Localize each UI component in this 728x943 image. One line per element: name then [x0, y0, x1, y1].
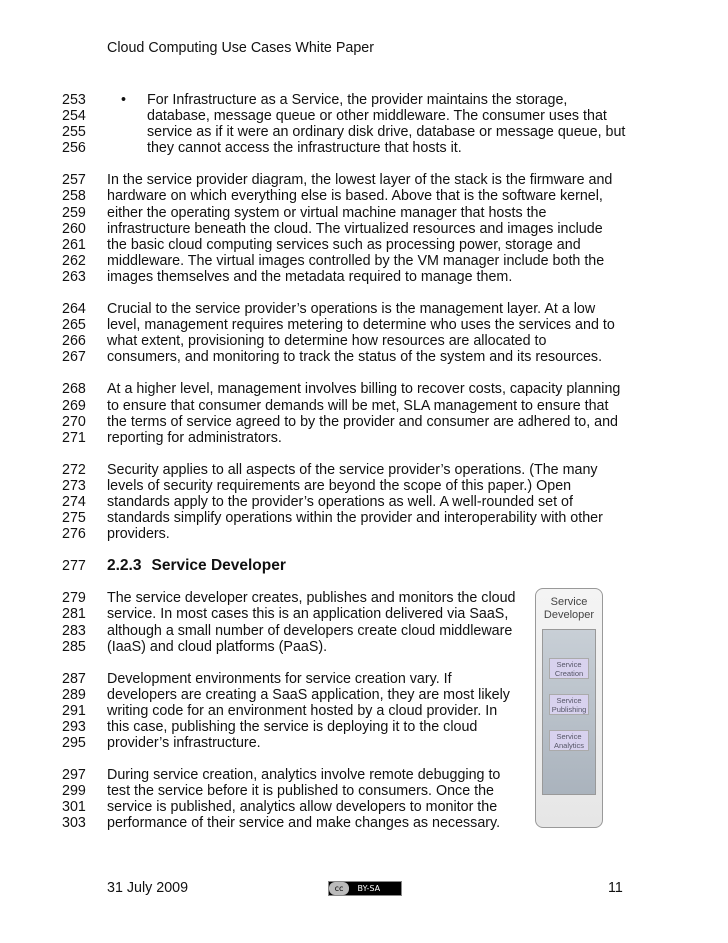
line-number: 255	[62, 124, 86, 141]
text-line	[62, 253, 662, 269]
line-text: what extent, provisioning to determine how resources are allocated to	[107, 333, 547, 350]
line-text: providers.	[107, 526, 170, 543]
line-number: 272	[62, 461, 86, 478]
line-number: 287	[62, 670, 86, 687]
text-line	[62, 269, 662, 285]
line-number: 256	[62, 140, 86, 157]
line-text: service as if it were an ordinary disk drive, database or message queue, but	[147, 124, 626, 141]
line-text: (IaaS) and cloud platforms (PaaS).	[107, 638, 328, 655]
line-number: 295	[62, 735, 86, 752]
line-number: 254	[62, 108, 86, 125]
line-text: to ensure that consumer demands will be met, SLA management to ensure that	[107, 397, 609, 414]
line-number: 268	[62, 381, 86, 398]
line-text: In the service provider diagram, the lowest layer of the stack is the firmware and	[107, 172, 613, 189]
line-text: the basic cloud computing services such as processing power, storage and	[107, 236, 581, 253]
line-text: Security applies to all aspects of the service provider’s operations. (The many	[107, 461, 598, 478]
line-text: service is published, analytics allow developers to monitor the	[107, 799, 498, 816]
text-line	[62, 188, 662, 204]
text-line	[62, 462, 662, 478]
line-number: 276	[62, 526, 86, 543]
paragraph	[62, 172, 662, 285]
line-number: 297	[62, 767, 86, 784]
text-line	[62, 301, 662, 317]
text-line	[62, 349, 662, 365]
line-number: 291	[62, 702, 86, 719]
text-line	[62, 221, 662, 237]
line-text: writing code for an environment hosted by a cloud provider. In	[107, 702, 498, 719]
diagram-stack	[542, 629, 596, 795]
section-number: 2.2.3	[107, 557, 142, 575]
bullet-item	[62, 92, 662, 156]
line-text: service. In most cases this is an application delivered via SaaS,	[107, 606, 509, 623]
line-number: 262	[62, 252, 86, 269]
diagram-box-publishing: Service Publishing	[549, 694, 589, 715]
line-number: 303	[62, 815, 86, 832]
cc-license-badge	[328, 881, 402, 896]
cc-logo-icon: cc	[329, 882, 349, 895]
section-heading	[62, 558, 662, 574]
text-line	[62, 398, 662, 414]
text-line	[62, 237, 662, 253]
line-text: images themselves and the metadata required to manage them.	[107, 268, 513, 285]
text-line	[62, 124, 662, 140]
paragraph	[62, 462, 662, 542]
text-line	[62, 92, 662, 108]
line-text: database, message queue or other middleware. The consumer uses that	[147, 108, 607, 125]
line-text	[107, 558, 662, 574]
section-title: Service Developer	[151, 557, 286, 575]
line-number: 260	[62, 220, 86, 237]
line-number: 253	[62, 92, 86, 108]
line-number: 283	[62, 622, 86, 639]
license-text: BY-SA	[357, 884, 381, 893]
paragraph	[62, 301, 662, 365]
line-text: standards apply to the provider’s operations as well. A well-rounded set of	[107, 493, 573, 510]
line-text: test the service before it is published to consumers. Once the	[107, 783, 495, 800]
text-line	[62, 317, 662, 333]
text-line	[62, 558, 662, 574]
line-text: Crucial to the service provider’s operations is the management layer. At a low	[107, 301, 596, 318]
service-developer-diagram	[535, 588, 603, 828]
line-text: provider’s infrastructure.	[107, 735, 261, 752]
line-text: levels of security requirements are beyond the scope of this paper.) Open	[107, 477, 572, 494]
diagram-box-creation: Service Creation	[549, 658, 589, 679]
line-text: hardware on which everything else is based. Above that is the software kernel,	[107, 188, 603, 205]
line-text: either the operating system or virtual machine manager that hosts the	[107, 204, 547, 221]
line-number: 270	[62, 413, 86, 430]
line-number: 277	[62, 558, 86, 575]
diagram-box-analytics: Service Analytics	[549, 730, 589, 751]
line-text: although a small number of developers create cloud middleware	[107, 622, 513, 639]
line-number: 258	[62, 188, 86, 205]
text-line	[62, 108, 662, 124]
line-number: 273	[62, 477, 86, 494]
line-number: 301	[62, 799, 86, 816]
paragraph	[62, 381, 662, 445]
line-text: level, management requires metering to determine who uses the services and to	[107, 317, 615, 334]
line-text: this case, publishing the service is deploying it to the cloud	[107, 719, 478, 735]
text-line	[62, 526, 662, 542]
line-text: reporting for administrators.	[107, 429, 282, 446]
line-number: 271	[62, 429, 86, 446]
line-number: 264	[62, 301, 86, 318]
text-line	[62, 381, 662, 397]
line-number: 269	[62, 397, 86, 414]
page-number: 11	[608, 880, 623, 896]
line-text: developers are creating a SaaS application, they are most likely	[107, 686, 510, 703]
line-number: 266	[62, 333, 86, 350]
line-text: the terms of service agreed to by the provider and consumer are adhered to, and	[107, 413, 619, 430]
text-line	[62, 333, 662, 349]
line-text: consumers, and monitoring to track the status of the system and its resources.	[107, 349, 603, 366]
text-line	[62, 140, 662, 156]
line-number: 299	[62, 783, 86, 800]
line-number: 265	[62, 317, 86, 334]
line-text: • For Infrastructure as a Service, the provider maintains the storage,	[107, 92, 662, 108]
line-number: 281	[62, 606, 86, 623]
line-text: middleware. The virtual images controlled by the VM manager include both the	[107, 252, 605, 269]
line-number: 275	[62, 510, 86, 527]
line-number: 289	[62, 686, 86, 703]
line-number: 285	[62, 638, 86, 655]
text-line	[62, 430, 662, 446]
line-number: 263	[62, 268, 86, 285]
line-text: Development environments for service creation vary. If	[107, 670, 452, 687]
line-text: During service creation, analytics involve remote debugging to	[107, 767, 501, 784]
line-text: infrastructure beneath the cloud. The virtualized resources and images include	[107, 220, 603, 237]
text-line	[62, 414, 662, 430]
text-line	[62, 510, 662, 526]
text-line	[62, 205, 662, 221]
line-number: 267	[62, 349, 86, 366]
text-line	[62, 172, 662, 188]
line-text: The service developer creates, publishes and monitors the cloud	[107, 590, 516, 607]
line-number: 293	[62, 719, 86, 735]
text-line	[62, 494, 662, 510]
line-number: 261	[62, 236, 86, 253]
running-header: Cloud Computing Use Cases White Paper	[107, 40, 374, 56]
line-text: performance of their service and make changes as necessary.	[107, 815, 501, 832]
line-number: 259	[62, 204, 86, 221]
line-text: At a higher level, management involves billing to recover costs, capacity planning	[107, 381, 621, 398]
line-number: 279	[62, 590, 86, 607]
line-number: 274	[62, 493, 86, 510]
footer-date: 31 July 2009	[107, 880, 189, 896]
line-number: 257	[62, 172, 86, 189]
text-line	[62, 478, 662, 494]
line-text: they cannot access the infrastructure that hosts it.	[147, 140, 462, 157]
diagram-title: Service Developer	[543, 596, 595, 621]
line-text: standards simplify operations within the provider and interoperability with other	[107, 510, 603, 527]
